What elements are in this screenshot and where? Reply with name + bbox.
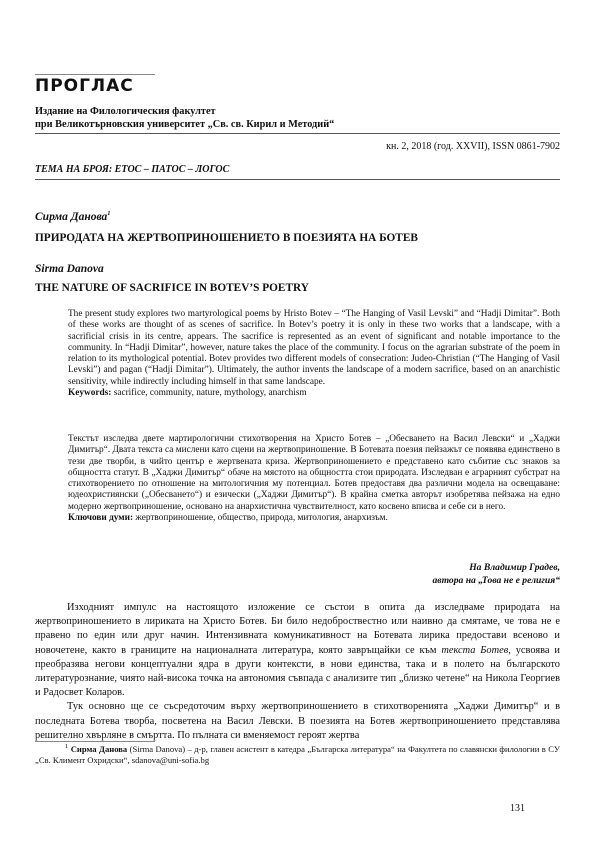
author-en: Sirma Danova — [35, 263, 104, 275]
footnote-text: (Sirma Danova) – д-р, главен асистент в катедра „Българска литература“ на Факултета по славянски филологии в СУ „Св. Климент Охридски“, sdanova@uni-sofia.bg — [35, 744, 561, 765]
publisher-line-1: Издание на Филологическия факултет — [35, 106, 216, 117]
issue-info: кн. 2, 2018 (год. XXVII), ISSN 0861-7902 — [386, 141, 560, 152]
footnote-name: Сирма Данова — [70, 744, 128, 754]
publisher-block — [35, 105, 334, 131]
body-p1-italic: текста Ботев — [441, 644, 509, 656]
publisher-line-2: при Великотърновския университет „Св. св. Кирил и Методий“ — [35, 119, 335, 130]
author-bg — [35, 211, 111, 223]
abstract-en — [68, 309, 560, 399]
keywords-en-label: Keywords: — [68, 388, 112, 399]
footnote-mark: 1 — [65, 743, 69, 751]
footnote-rule — [35, 741, 155, 742]
keywords-en — [68, 388, 560, 399]
epigraph-line-1: На Владимир Градев, — [469, 562, 560, 573]
journal-name: ПРОГЛАС — [35, 76, 134, 96]
header-short-rule — [35, 74, 155, 75]
body-p1-end: , усвоява и преобразява негови концептуални ядра в други контексти, в нови единства, така и в полето на българското литературознание, чиято най-висока точка на автономия съвпада с анализите тип „близко четене“ на Никола Георгиев и Радосвет Коларов. — [35, 644, 560, 699]
page-number: 131 — [510, 803, 525, 814]
footnote-mark-ref: 1 — [107, 210, 111, 218]
body-p1-start: Изходният импулс на настоящото изложение се състои в опита да изследваме природата на жертвоприношението в лириката на Христо Ботев. Би било недоброствестно или наивно да смятаме, че това не е правено по един или друг начин. Интензивната комуникативност на Ботевата лирика предостави всеново и новочетене, както в границите на националната литература, която завръщайки се към — [35, 602, 560, 656]
epigraph-line-2: автора на „Това не е религия“ — [432, 575, 560, 586]
author-bg-name: Сирма Данова — [35, 211, 108, 223]
keywords-bg-values: жертвоприношение, общество, природа, митология, анархизъм. — [133, 513, 388, 524]
abstract-bg — [68, 434, 560, 524]
keywords-bg-label: Ключови думи: — [68, 513, 134, 524]
keywords-en-values: sacrifice, community, nature, mythology, anarchism — [111, 388, 307, 399]
body-paragraph-2: Тук основно ще се съсредоточим върху жертвоприношението в стихотворенията „Хаджи Димитър“ и в последната Ботева творба, посветена на Васил Левски. В поезията на Ботев жертвоприношението представлява решително хвърляне в смъртта. По пълната си вменяемост героят жертва — [35, 701, 560, 741]
keywords-bg — [68, 513, 560, 524]
body-paragraph-1 — [35, 601, 560, 700]
issue-theme: ТЕМА НА БРОЯ: ЕТОС – ПАТОС – ЛОГОС — [35, 164, 230, 175]
footnote — [35, 744, 560, 766]
abstract-bg-text: Текстът изследва двете мартирологични стихотворения на Христо Ботев – „Обесването на Васил Левски“ и „Хаджи Димитър“. Двата текста са мислени като сцени на жертвоприношение. В Ботевата поезия пейзажът се появява единствено в тези две творби, в чийто център е жертвената криза. Жертвоприношението е представено като събитие със знаков за общността статут. В „Хаджи Димитър“ обаче на мястото на общността стои природата. Изследван е аграрният субстрат на стихотворението по отношение на митологичния му потенциал. Ботев предоставя два различни модела на освещаване: юдеохристиянски („Обесването“) и езически („Хаджи Димитър“). В крайна сметка авторът изобретява пейзажа на едно модерно жертвоприношение, основано на анархистична чувствителност, като косвено вписва и себе си в него. — [68, 434, 560, 512]
title-bg: ПРИРОДАТА НА ЖЕРТВОПРИНОШЕНИЕТО В ПОЕЗИЯТА НА БОТЕВ — [35, 232, 418, 244]
body-text — [35, 601, 560, 743]
theme-rule — [35, 179, 560, 180]
abstract-en-text: The present study explores two martyrological poems by Hristo Botev – “The Hanging of Vasil Levski” and “Hadji Dimitar”. Both of these works are thought of as scenes of sacrifice. In Botev’s poetry it is only in these two works that a landscape, with a sacrificial crisis in its centre, appears. The sacrifice is represented as an event of significant and notable importance to the community. In “Hadji Dimitar”, however, nature takes the place of the community. I focus on the agrarian substrate of the poem in relation to its mythological potential. Botev provides two different models of consecration: Judeo-Christian (“The Hanging of Vasil Levski”) and pagan (“Hadji Dimitar”). Ultimately, the author invents the landscape of a modern sacrifice, based on an anarchistic sensitivity, while indirectly including himself in that same landscape. — [68, 309, 560, 387]
epigraph — [432, 561, 560, 587]
title-en: THE NATURE OF SACRIFICE IN BOTEV’S POETRY — [35, 282, 309, 294]
header-rule — [35, 133, 560, 134]
